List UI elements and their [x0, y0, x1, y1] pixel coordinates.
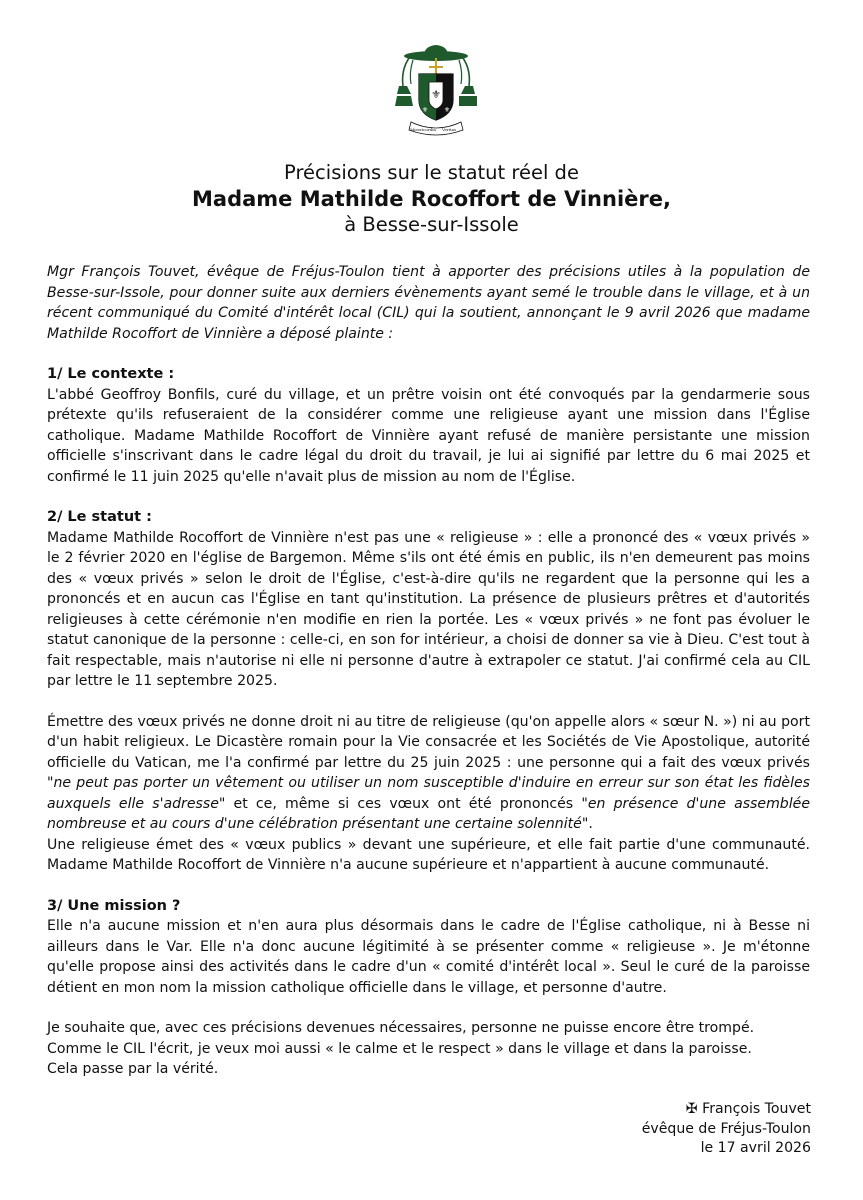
- section-2-paragraph-1: Madame Mathilde Rocoffort de Vinnière n'est pas une « religieuse » : elle a prononcé des « vœux privés » le 2 février 2020 en l'église de Bargemon. Même s'ils ont été émis en public, ils n'en demeurent pas moins des « vœux privés » selon le droit de l'Église, c'est-à-dire qu'ils ne regardent que la personne qui les a prononcés et en aucun cas l'Église en tant qu'institution. La présence de plusieurs prêtres et d'autorités religieuses à cette cérémonie n'en modifie en rien la portée. Les « vœux privés » ne font pas évoluer le statut canonique de la personne : celle-ci, en son for intérieur, a choisi de donner sa vie à Dieu. C'est tout à fait respectable, mais n'autorise ni elle ni personne d'autre à extrapoler ce statut. J'ai confirmé cela au CIL par lettre le 11 septembre 2025.: [47, 529, 810, 689]
- svg-text:⚜: ⚜: [421, 106, 429, 114]
- document-body: [47, 262, 810, 1080]
- signature-role: évêque de Fréjus-Toulon: [641, 1120, 811, 1137]
- section-1-heading: 1/ Le contexte :: [47, 366, 175, 382]
- closing-line-2: Comme le CIL l'écrit, je veux moi aussi « le calme et le respect » dans le village et dans la paroisse.: [47, 1040, 752, 1057]
- title-line-3: à Besse-sur-Issole: [344, 213, 519, 236]
- section-2-heading: 2/ Le statut :: [47, 509, 152, 525]
- title-line-1: Précisions sur le statut réel de: [284, 161, 579, 184]
- section-3-heading: 3/ Une mission ?: [47, 897, 181, 914]
- signature-block: [642, 1100, 811, 1159]
- closing-line-1: Je souhaite que, avec ces précisions devenues nécessaires, personne ne puisse encore être trompé.: [47, 1020, 755, 1036]
- vatican-quote-1: ne peut pas porter un vêtement ou utiliser un nom susceptible d'induire en erreur sur son état les fidèles auxquels elle s'adresse: [47, 775, 810, 812]
- intro-paragraph: Mgr François Touvet, évêque de Fréjus-Toulon tient à apporter des précisions utiles à la population de Besse-sur-Issole, pour donner suite aux derniers évènements ayant semé le trouble dans le village, et à un récent communiqué du Comité d'intérêt local (CIL) qui la soutient, annonçant le 9 avril 2026 que madame Mathilde Rocoffort de Vinnière a déposé plainte :: [47, 264, 810, 342]
- section-2-paragraph-3: Une religieuse émet des « vœux publics » devant une supérieure, et elle fait partie d'une communauté. Madame Mathilde Rocoffort de Vinnière n'a aucune supérieure et n'appartient à aucune communauté.: [47, 836, 810, 873]
- document-title: [0, 160, 863, 238]
- signature-date: le 17 avril 2026: [700, 1140, 811, 1156]
- episcopal-coat-of-arms-icon: [391, 40, 481, 140]
- vatican-quote-2: en présence d'une assemblée nombreuse et au cours d'une célébration présentant une certaine solennité: [47, 795, 811, 832]
- closing-line-3: Cela passe par la vérité.: [47, 1061, 219, 1077]
- svg-text:⚜: ⚜: [431, 88, 441, 101]
- episcopal-cross-icon: ✠: [685, 1101, 698, 1117]
- section-1-text: L'abbé Geoffroy Bonfils, curé du village, et un prêtre voisin ont été convoqués par la gendarmerie sous prétexte qu'ils refuseraient de la considérer comme une religieuse ayant une mission dans l'Église catholique. Madame Mathilde Rocoffort de Vinnière ayant refusé de manière persistante une mission officielle s'inscrivant dans le cadre légal du droit du travail, je lui ai signifié par lettre du 6 mai 2025 et confirmé le 11 juin 2025 qu'elle n'avait plus de mission au nom de l'Église.: [47, 386, 810, 485]
- svg-text:Veritas: Veritas: [441, 127, 457, 132]
- svg-text:Misericordia: Misericordia: [410, 127, 436, 132]
- section-2-paragraph-2: Émettre des vœux privés ne donne droit ni au titre de religieuse (qu'on appelle alors « sœur N. ») ni au port d'un habit religieux. Le Dicastère romain pour la Vie consacrée et les Sociétés de Vie Apostolique, autorité officielle du Vatican, me l'a confirmé par lettre du 25 juin 2025 : une personne qui a fait des vœux privés "ne peut pas porter un vêtement ou utiliser un nom susceptible d'induire en erreur sur son état les fidèles auxquels elle s'adresse" et ce, même si ces vœux ont été prononcés "en présence d'une assemblée nombreuse et au cours d'une célébration présentant une certaine solennité".: [47, 713, 811, 832]
- svg-text:⚜: ⚜: [443, 106, 451, 114]
- title-line-2: Madame Mathilde Rocoffort de Vinnière,: [192, 187, 671, 211]
- section-3-text: Elle n'a aucune mission et n'en aura plus désormais dans le cadre de l'Église catholique, ni à Besse ni ailleurs dans le Var. Elle n'a donc aucune légitimité à se présenter comme « religieuse ». Je m'étonne qu'elle propose ainsi des activités dans le cadre d'un « comité d'intérêt local ». Seul le curé de la paroisse détient en mon nom la mission catholique officielle dans le village, et personne d'autre.: [47, 918, 810, 996]
- signature-name-line: ✠ François Touvet: [685, 1101, 811, 1117]
